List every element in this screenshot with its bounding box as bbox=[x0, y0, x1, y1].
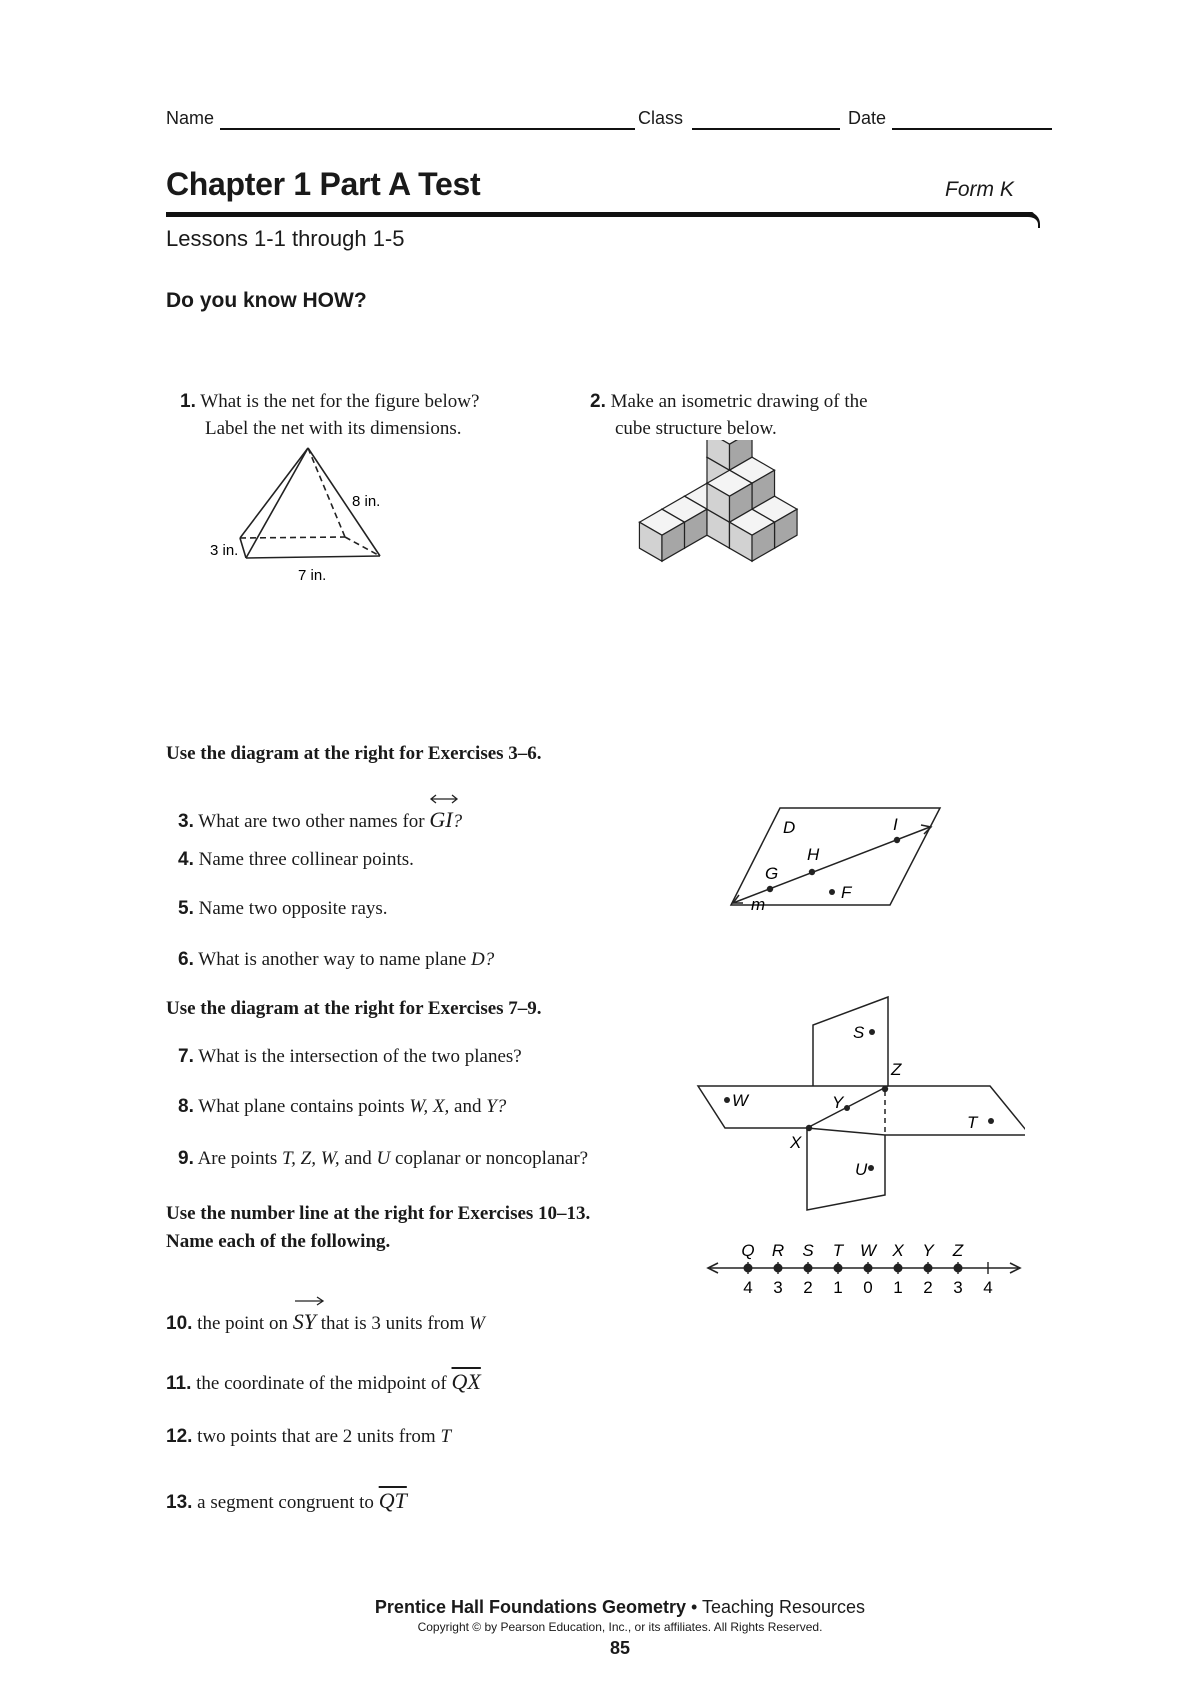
point-dot bbox=[834, 1264, 843, 1273]
instructions-3-6: Use the diagram at the right for Exercises 3–6. bbox=[166, 743, 542, 764]
ray-sy-label: SY bbox=[292, 1309, 316, 1334]
tick-label: 1 bbox=[893, 1278, 903, 1297]
footer-book-subtitle: • Teaching Resources bbox=[685, 1597, 866, 1617]
question-13 bbox=[166, 1487, 407, 1516]
tick-label: 4 bbox=[743, 1278, 753, 1297]
question-1 bbox=[180, 388, 479, 442]
question-text: that is 3 units from bbox=[320, 1313, 465, 1334]
question-number: 9. bbox=[178, 1148, 194, 1169]
label-u: U bbox=[855, 1160, 868, 1179]
label-f: F bbox=[841, 883, 852, 902]
point-label: X bbox=[892, 1241, 904, 1260]
plane-d: D? bbox=[471, 949, 495, 970]
label-m: m bbox=[751, 895, 766, 914]
name-label: Name bbox=[166, 108, 215, 128]
ray-arrow-icon bbox=[293, 1296, 325, 1306]
point-dot bbox=[954, 1264, 963, 1273]
question-number: 8. bbox=[178, 1096, 194, 1117]
point-t: T bbox=[440, 1426, 452, 1447]
conjunction: and bbox=[454, 1096, 482, 1117]
question-number: 5. bbox=[178, 898, 194, 919]
label-8in: 8 in. bbox=[352, 493, 381, 510]
footer-copyright: Copyright © by Pearson Education, Inc., or its affiliates. All Rights Reserved. bbox=[417, 1620, 823, 1634]
question-number: 10. bbox=[166, 1313, 193, 1334]
instructions-7-9: Use the diagram at the right for Exercises 7–9. bbox=[166, 998, 542, 1019]
line-arrow-icon bbox=[429, 794, 459, 804]
point-label: W bbox=[859, 1241, 877, 1260]
point-label: Y bbox=[922, 1241, 934, 1260]
label-z: Z bbox=[891, 1060, 902, 1079]
question-text: Label the net with its dimensions. bbox=[205, 418, 462, 439]
question-4 bbox=[178, 846, 414, 873]
date-field[interactable] bbox=[892, 128, 1052, 130]
label-d: D bbox=[783, 818, 796, 837]
question-number: 13. bbox=[166, 1492, 193, 1513]
instructions-line: Use the number line at the right for Exercises 10–13. bbox=[166, 1203, 591, 1224]
label-h: H bbox=[807, 845, 820, 864]
question-5 bbox=[178, 895, 388, 922]
section-heading: Do you know HOW? bbox=[166, 289, 367, 312]
tick-label: 0 bbox=[863, 1278, 873, 1297]
question-number: 7. bbox=[178, 1046, 194, 1067]
question-text: What is the intersection of the two planes? bbox=[198, 1046, 522, 1067]
instructions-line: Name each of the following. bbox=[166, 1231, 391, 1252]
point-label: R bbox=[771, 1241, 785, 1260]
point-w: W, bbox=[409, 1096, 429, 1117]
point-w: W bbox=[469, 1313, 485, 1334]
question-9 bbox=[178, 1145, 588, 1172]
point-dot bbox=[864, 1264, 873, 1273]
page-title: Chapter 1 Part A Test bbox=[166, 166, 481, 202]
pyramid-figure bbox=[200, 440, 400, 590]
point-label: Z bbox=[952, 1241, 964, 1260]
question-number: 1. bbox=[180, 391, 196, 412]
point-z: Z, bbox=[300, 1148, 316, 1169]
label-g: G bbox=[765, 864, 779, 883]
point-dot bbox=[924, 1264, 933, 1273]
question-number: 4. bbox=[178, 849, 194, 870]
question-number: 11. bbox=[166, 1373, 192, 1394]
segment-qx: $\overline{QX}$ bbox=[451, 1369, 481, 1394]
line-gi bbox=[429, 800, 452, 833]
label-7in: 7 in. bbox=[298, 567, 327, 584]
question-8 bbox=[178, 1093, 506, 1120]
label-3in: 3 in. bbox=[210, 542, 239, 559]
label-x: X bbox=[790, 1133, 802, 1152]
segment-qt: $\overline{QT}$ bbox=[378, 1488, 407, 1513]
question-text: the coordinate of the midpoint of bbox=[196, 1373, 447, 1394]
question-11 bbox=[166, 1368, 481, 1397]
label-w: W bbox=[732, 1091, 749, 1110]
question-text: What is the net for the figure below? bbox=[200, 391, 480, 412]
point-t: T, bbox=[282, 1148, 296, 1169]
point-y: Y? bbox=[486, 1096, 507, 1117]
tick-label: 4 bbox=[983, 1278, 993, 1297]
point-u: U bbox=[376, 1148, 391, 1169]
question-10 bbox=[166, 1302, 485, 1337]
question-text: What are two other names for bbox=[198, 811, 425, 832]
question-12 bbox=[166, 1423, 451, 1450]
page-number: 85 bbox=[609, 1638, 631, 1658]
intersecting-planes-figure bbox=[695, 995, 1025, 1215]
question-text: What plane contains points bbox=[198, 1096, 405, 1117]
label-s: S bbox=[853, 1023, 865, 1042]
question-text: Make an isometric drawing of the bbox=[610, 391, 868, 412]
number-line-figure bbox=[700, 1228, 1030, 1298]
question-number: 6. bbox=[178, 949, 194, 970]
label-t: T bbox=[967, 1113, 978, 1132]
label-y: Y bbox=[832, 1093, 844, 1112]
question-3 bbox=[178, 800, 462, 835]
form-label: Form K bbox=[945, 178, 1014, 201]
tick-label: 1 bbox=[833, 1278, 843, 1297]
question-mark: ? bbox=[452, 811, 463, 832]
title-rule bbox=[166, 212, 1034, 217]
question-text: a segment congruent to bbox=[197, 1492, 374, 1513]
question-7 bbox=[178, 1043, 522, 1070]
class-label: Class bbox=[638, 108, 684, 128]
conjunction: and bbox=[344, 1148, 372, 1169]
point-label: Q bbox=[741, 1241, 755, 1260]
label-i: I bbox=[893, 815, 898, 834]
name-field[interactable] bbox=[220, 128, 635, 130]
question-text: cube structure below. bbox=[615, 418, 777, 439]
point-label: T bbox=[832, 1241, 844, 1260]
plane-d-figure bbox=[725, 805, 945, 915]
point-label: S bbox=[802, 1241, 814, 1260]
question-number: 12. bbox=[166, 1426, 193, 1447]
cube-structure-figure bbox=[605, 440, 845, 620]
tick-label: 3 bbox=[773, 1278, 783, 1297]
title-rule-tip bbox=[1028, 212, 1040, 228]
question-number: 3. bbox=[178, 811, 194, 832]
question-6 bbox=[178, 946, 494, 973]
question-2 bbox=[590, 388, 868, 442]
lessons-subtitle: Lessons 1-1 through 1-5 bbox=[166, 226, 405, 251]
tick-label: 2 bbox=[803, 1278, 813, 1297]
point-w: W, bbox=[320, 1148, 340, 1169]
date-label: Date bbox=[848, 108, 887, 128]
instructions-10-13 bbox=[166, 1200, 590, 1256]
question-text: two points that are 2 units from bbox=[197, 1426, 436, 1447]
question-text: the point on bbox=[197, 1313, 288, 1334]
footer-book-title: Prentice Hall Foundations Geometry bbox=[374, 1597, 686, 1617]
ray-sy bbox=[293, 1302, 316, 1335]
tick-label: 3 bbox=[953, 1278, 963, 1297]
point-dot bbox=[744, 1264, 753, 1273]
point-dot bbox=[894, 1264, 903, 1273]
question-text: Name three collinear points. bbox=[198, 849, 414, 870]
point-dot bbox=[774, 1264, 783, 1273]
class-field[interactable] bbox=[692, 128, 840, 130]
question-text: Name two opposite rays. bbox=[198, 898, 388, 919]
question-text: coplanar or noncoplanar? bbox=[395, 1148, 589, 1169]
line-gi-label: GI bbox=[429, 807, 453, 832]
footer-book bbox=[0, 1597, 1200, 1618]
tick-label: 2 bbox=[923, 1278, 933, 1297]
question-text: What is another way to name plane bbox=[198, 949, 467, 970]
point-dot bbox=[804, 1264, 813, 1273]
point-x: X, bbox=[432, 1096, 450, 1117]
question-text: Are points bbox=[197, 1148, 278, 1169]
question-number: 2. bbox=[590, 391, 606, 412]
